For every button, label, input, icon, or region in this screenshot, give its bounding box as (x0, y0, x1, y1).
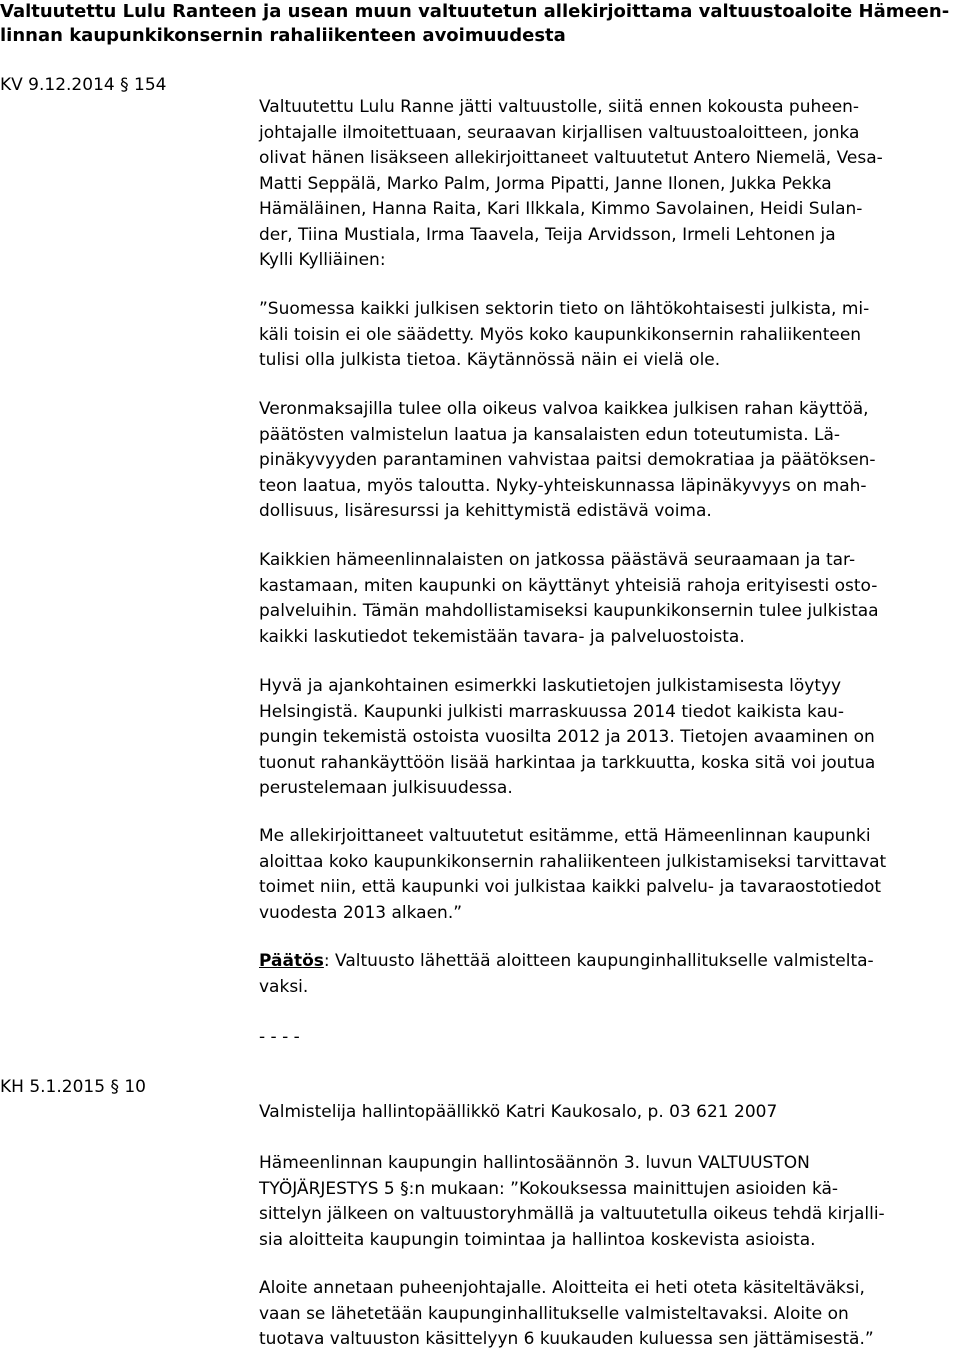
text-line: Aloite annetaan puheenjohtajalle. Aloitteita ei heti oteta käsiteltäväksi, (259, 1278, 865, 1298)
paragraph-intro (259, 95, 959, 274)
text-line: pinäkyvyyden parantaminen vahvistaa paitsi demokratiaa ja päätöksen- (259, 450, 876, 470)
text-line: perustelemaan julkisuudessa. (259, 778, 513, 798)
text-line: vuodesta 2013 alkaen.” (259, 902, 463, 923)
text-line: päätösten valmistelun laatua ja kansalaisten edun toteutumista. Lä- (259, 424, 841, 445)
title-line: linnan kaupunkikonsernin rahaliikenteen avoimuudesta (0, 25, 566, 46)
title-line: Valtuutettu Lulu Ranteen ja usean muun valtuutetun allekirjoittama valtuustoaloite Hämeen- (0, 1, 950, 22)
text-line: Hämeenlinnan kaupungin hallintosäännön 3. luvun VALTUUSTON (259, 1153, 810, 1173)
text-line: der, Tiina Mustiala, Irma Taavela, Teija Arvidsson, Irmeli Lehtonen ja (259, 224, 836, 245)
text-line: sia aloitteita kaupungin toimintaa ja hallintoa koskevista asioista. (259, 1229, 816, 1250)
paragraph-rules (259, 1151, 959, 1253)
text-line: pungin tekemistä ostoista vuosilta 2012 ja 2013. Tietojen avaaminen on (259, 727, 875, 747)
text-line: sittelyn jälkeen on valtuustoryhmällä ja valtuutetulla oikeus tehdä kirjalli- (259, 1204, 885, 1224)
text-line: kaikki laskutiedot tekemistään tavara- ja palveluostoista. (259, 626, 745, 647)
decision-text: : Valtuusto lähettää aloitteen kaupunginhallitukselle valmisteltа- (323, 951, 874, 971)
decision-paragraph (259, 949, 959, 1000)
decision-line (259, 949, 959, 975)
paragraph-quote-4 (259, 674, 959, 802)
document-title (0, 0, 958, 48)
text-line: Kylli Kylliäinen: (259, 250, 386, 270)
text-line: Hämäläinen, Hanna Raita, Kari Ilkkala, Kimmo Savolainen, Heidi Sulan- (259, 199, 863, 219)
text-line: Veronmaksajilla tulee olla oikeus valvoa kaikkea julkisen rahan käyttöä, (259, 399, 869, 419)
text-line: Matti Seppälä, Marko Palm, Jorma Pipatti, Janne Ilonen, Jukka Pekka (259, 173, 832, 194)
paragraph-quote-3 (259, 548, 959, 650)
paragraph-procedure (259, 1276, 959, 1353)
text-line: Me allekirjoittaneet valtuutetut esitämme, että Hämeenlinnan kaupunki (259, 826, 871, 846)
text-line: tuonut rahankäyttöön lisää harkintaa ja tarkkuutta, koska sitä voi joutua (259, 752, 876, 773)
text-line: vaan se lähetetään kaupunginhallitukselle valmisteltavaksi. Aloite on (259, 1303, 849, 1324)
text-line: Kaikkien hämeenlinnalaisten on jatkossa päästävä seuraamaan ja tar- (259, 550, 856, 570)
text-line: tuotava valtuuston käsittelyyn 6 kuukauden kuluessa sen jättämisestä.” (259, 1329, 874, 1349)
text-line: tulisi olla julkista tietoa. Käytännössä näin ei vielä ole. (259, 350, 721, 370)
paragraph-quote-1 (259, 297, 959, 374)
text-line: johtajalle ilmoitettuaan, seuraavan kirjallisen valtuustoaloitteen, jonka (259, 122, 860, 143)
separator: - - - - (259, 1027, 300, 1047)
text-line: Helsingistä. Kaupunki julkisti marraskuussa 2014 tiedot kaikista kau- (259, 701, 844, 722)
preparer-line: Valmistelija hallintopäällikkö Katri Kaukosalo, p. 03 621 2007 (259, 1102, 778, 1122)
text-line: vaksi. (259, 976, 309, 997)
decision-label: Päätös (259, 951, 324, 971)
text-line: käli toisin ei ole säädetty. Myös koko kaupunkikonsernin rahaliikenteen (259, 324, 862, 345)
session-label-kv: KV 9.12.2014 § 154 (0, 75, 167, 95)
text-line: aloittaa koko kaupunkikonsernin rahaliikenteen julkistamiseksi tarvittavat (259, 851, 887, 872)
text-line: TYÖJÄRJESTYS 5 §:n mukaan: ”Kokouksessa mainittujen asioiden kä- (259, 1178, 839, 1199)
text-line: palveluihin. Tämän mahdollistamiseksi kaupunkikonsernin tulee julkistaa (259, 601, 879, 621)
text-line: dollisuus, lisäresurssi ja kehittymistä edistävä voima. (259, 501, 712, 521)
text-line: Hyvä ja ajankohtainen esimerkki laskutietojen julkistamisesta löytyy (259, 676, 842, 696)
text-line: ”Suomessa kaikki julkisen sektorin tieto on lähtökohtaisesti julkista, mi- (259, 299, 870, 319)
text-line: Valtuutettu Lulu Ranne jätti valtuustolle, siitä ennen kokousta puheen- (259, 97, 860, 117)
text-line: kastamaan, miten kaupunki on käyttänyt yhteisiä rahoja erityisesti osto- (259, 575, 878, 596)
session-label-kh: KH 5.1.2015 § 10 (0, 1077, 146, 1097)
text-line: toimet niin, että kaupunki voi julkistaa kaikki palvelu- ja tavaraostotiedot (259, 877, 882, 897)
text-line: teon laatua, myös taloutta. Nyky-yhteiskunnassa läpinäkyvyys on mah- (259, 475, 867, 496)
paragraph-quote-5 (259, 824, 959, 926)
text-line: olivat hänen lisäkseen allekirjoittaneet valtuutetut Antero Niemelä, Vesa- (259, 148, 883, 168)
paragraph-quote-2 (259, 397, 959, 525)
